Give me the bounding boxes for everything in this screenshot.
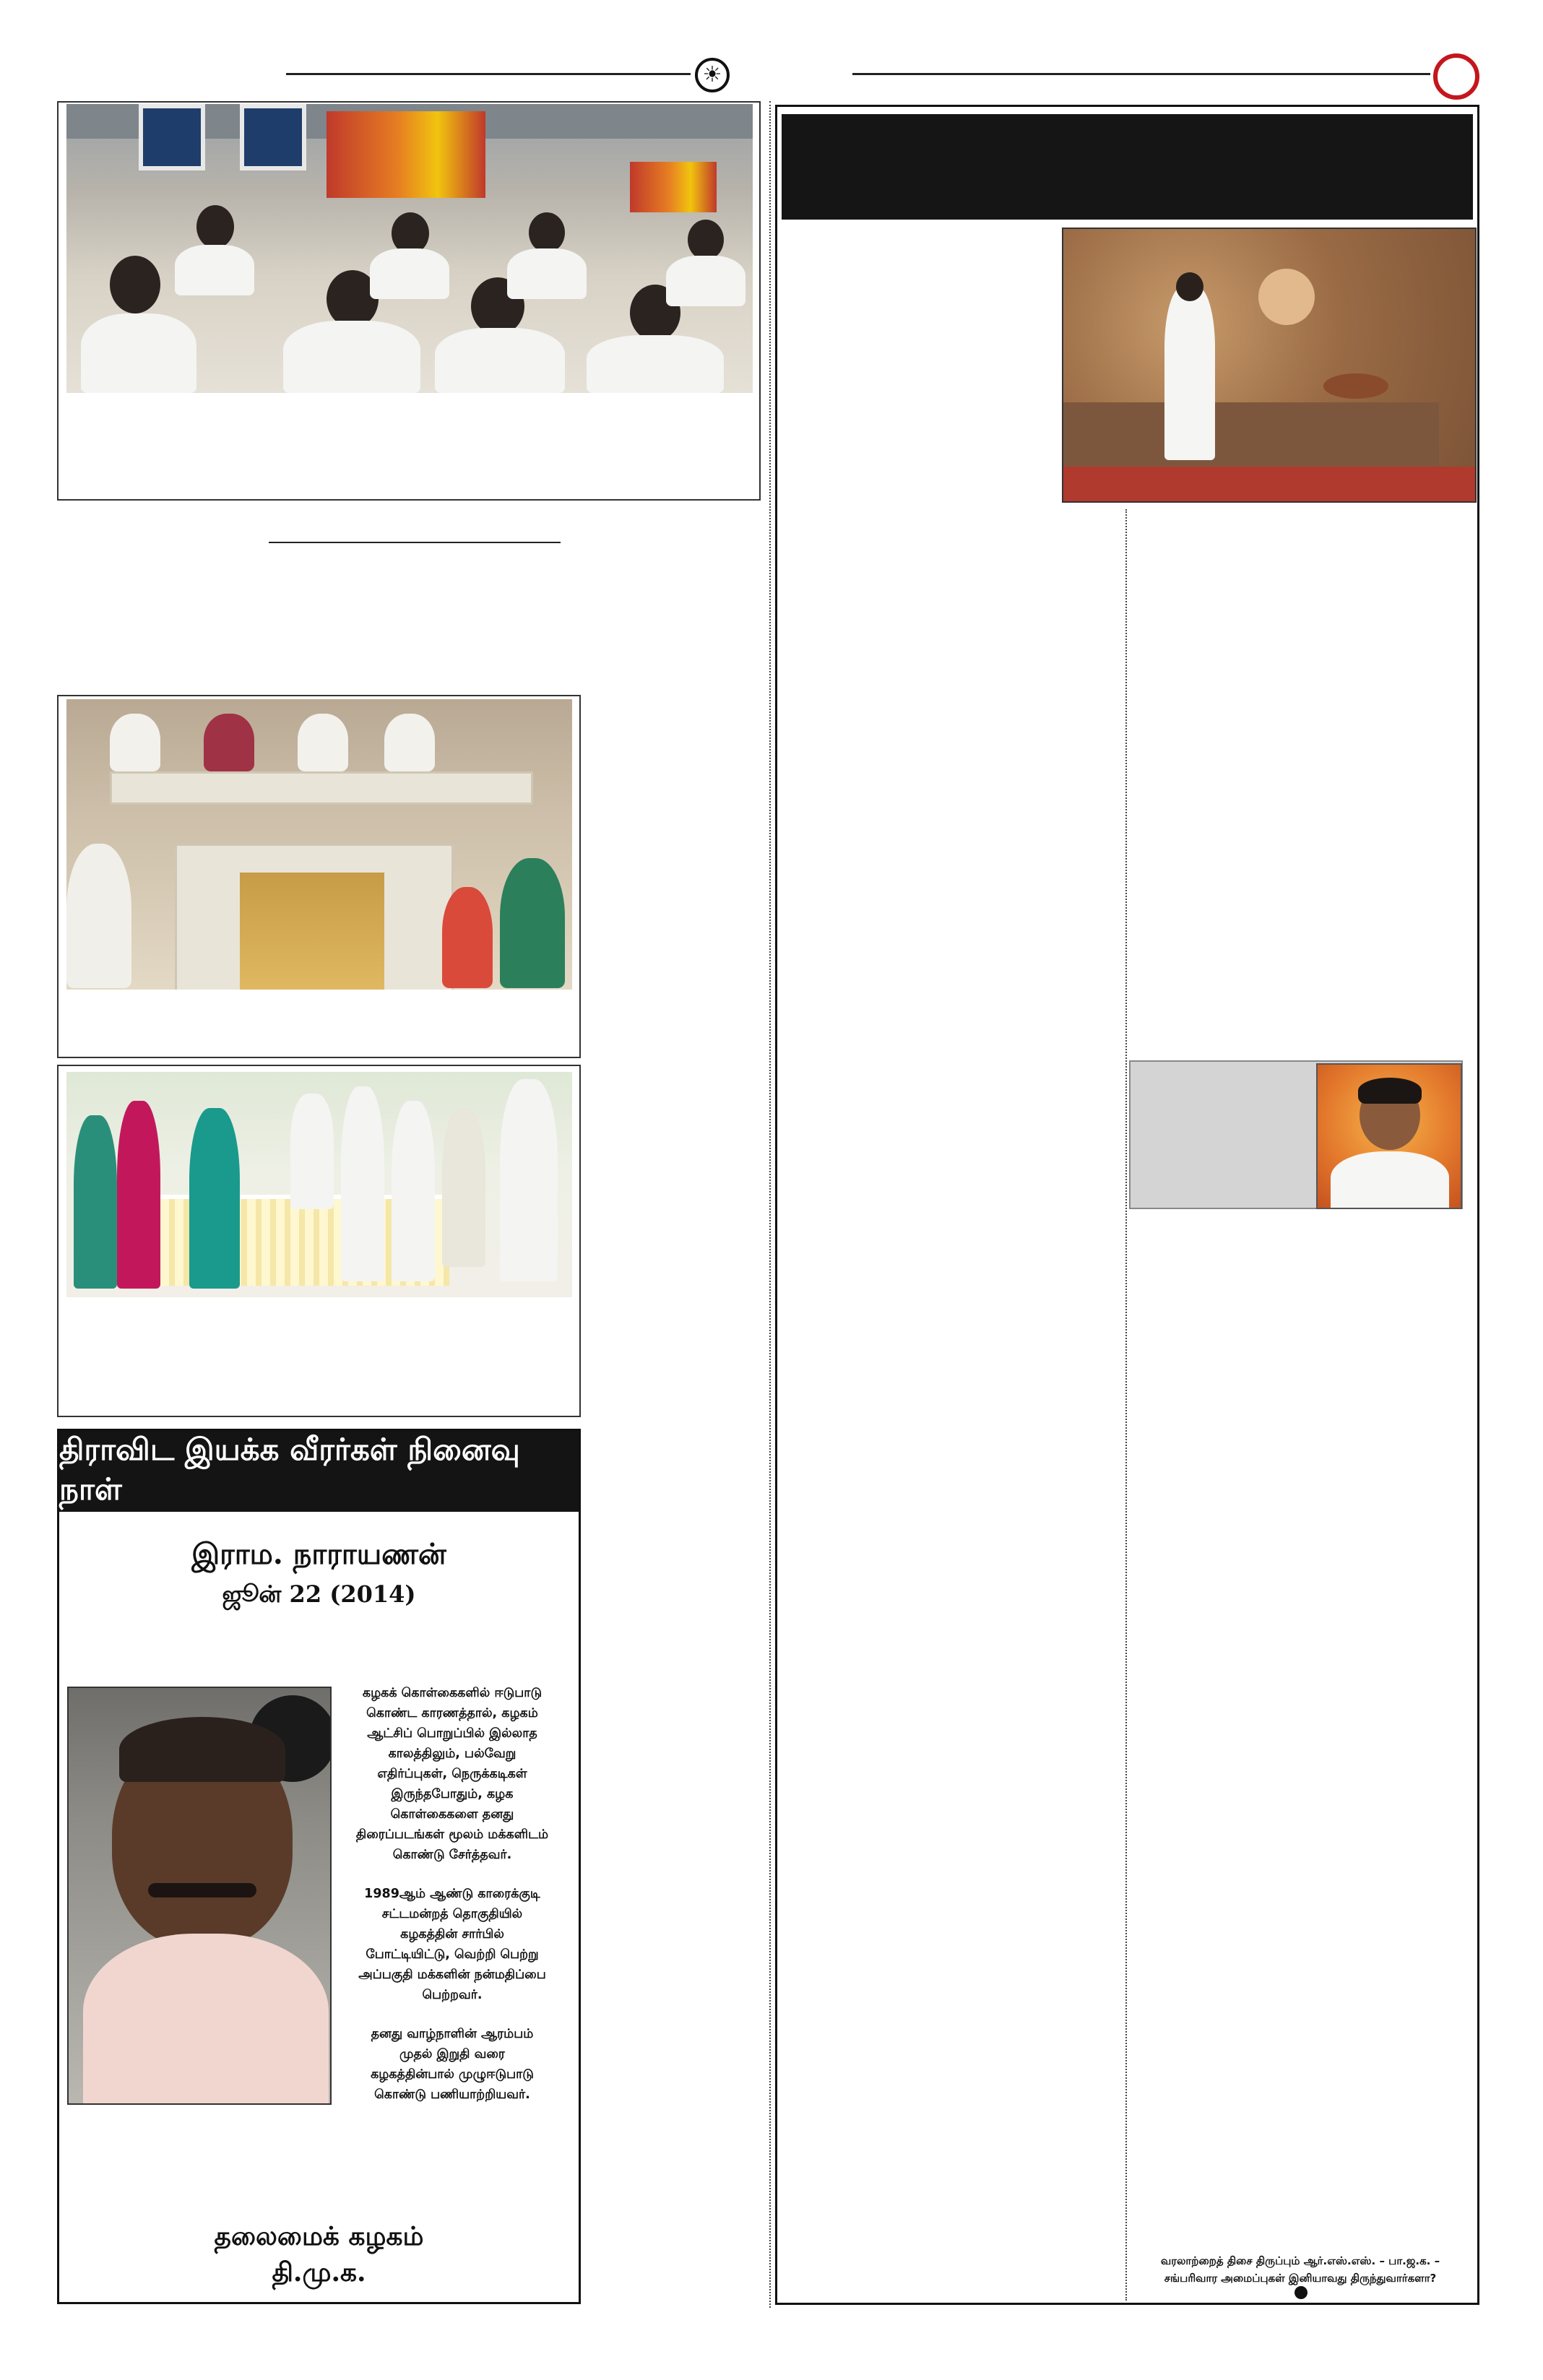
bio-paragraph-2 — [329, 1884, 575, 2005]
bio-line: போட்டியிட்டு, வெற்றி பெற்று — [366, 1947, 539, 1962]
bio-line: பெற்றவர். — [422, 1988, 483, 2002]
bio-line: கொள்கைகளை தனது — [390, 1807, 514, 1822]
bio-line: கழகத்தின் சார்பில் — [400, 1927, 504, 1942]
memorial-sign-line-1: தலைமைக் கழகம் — [214, 2221, 424, 2251]
bio-line: தனது வாழ்நாளின் ஆரம்பம் — [371, 2027, 534, 2041]
section-rule — [269, 542, 561, 543]
bio-line: காலத்திலும், பல்வேறு — [388, 1747, 517, 1761]
memorial-name: இராம. நாராயணன் — [191, 1537, 446, 1571]
bio-paragraph-3 — [329, 2024, 575, 2105]
welfare-distribution-photo — [66, 1072, 572, 1297]
header-rule-right — [852, 73, 1430, 75]
bio-line: ஆட்சிப் பொறுப்பில் இல்லாத — [367, 1726, 537, 1741]
inner-column-divider — [1125, 509, 1127, 2301]
bio-line: சட்டமன்றத் தொகுதியில் — [381, 1907, 523, 1921]
bio-line: அப்பகுதி மக்களின் நன்மதிப்பை — [358, 1968, 546, 1982]
bio-line: எதிர்ப்புகள், நெருக்கடிகள் — [377, 1767, 527, 1781]
header-rule-left — [286, 73, 691, 75]
bullet-dot-icon — [1295, 2286, 1308, 2299]
column-divider — [769, 101, 771, 2308]
red-circle-icon — [1433, 53, 1479, 100]
caption-line-1: வரலாற்றைத் திசை திருப்பும் ஆர்.எஸ்.எஸ். – பா.ஜ.க. – — [1160, 2254, 1440, 2267]
memorial-sign-line-2: தி.மு.க. — [272, 2257, 366, 2288]
memorial-date: ஜூன் 22 (2014) — [222, 1580, 416, 1608]
council-meeting-photo — [66, 699, 572, 990]
bio-line: கொண்டு பணியாற்றியவர். — [374, 2087, 530, 2102]
bio-paragraph-1 — [329, 1683, 575, 1865]
bio-line: முதல் இறுதி வரை — [399, 2047, 505, 2061]
right-article-title-bar — [782, 114, 1473, 220]
bio-line: கழகக் கொள்கைகளில் ஈடுபாடு — [362, 1686, 543, 1700]
meeting-hall-photo — [66, 104, 753, 393]
bio-line: திரைப்படங்கள் மூலம் மக்களிடம் — [355, 1827, 549, 1842]
caption-line-2: சங்பரிவார அமைப்புகள் இனியாவது திருந்துவார்களா? — [1164, 2272, 1437, 2285]
right-footer-caption — [1127, 2252, 1474, 2287]
author-portrait-photo — [1316, 1063, 1462, 1209]
bio-line: இருந்தபோதும், கழக — [391, 1787, 514, 1801]
rising-sun-emblem-icon: ☀ — [695, 58, 730, 92]
leader-at-exhibit-photo — [1062, 228, 1477, 503]
memorial-portrait-photo — [67, 1687, 332, 2105]
memorial-heading: திராவிட இயக்க வீரர்கள் நினைவு நாள் — [59, 1431, 579, 1512]
bio-line: கொண்டு சேர்த்தவர். — [392, 1848, 512, 1862]
bio-line: கொண்ட காரணத்தால், கழகம் — [366, 1706, 538, 1721]
bio-line: 1989ஆம் ஆண்டு காரைக்குடி — [364, 1887, 540, 1901]
bio-line: கழகத்தின்பால் முழுஈடுபாடு — [371, 2067, 534, 2082]
